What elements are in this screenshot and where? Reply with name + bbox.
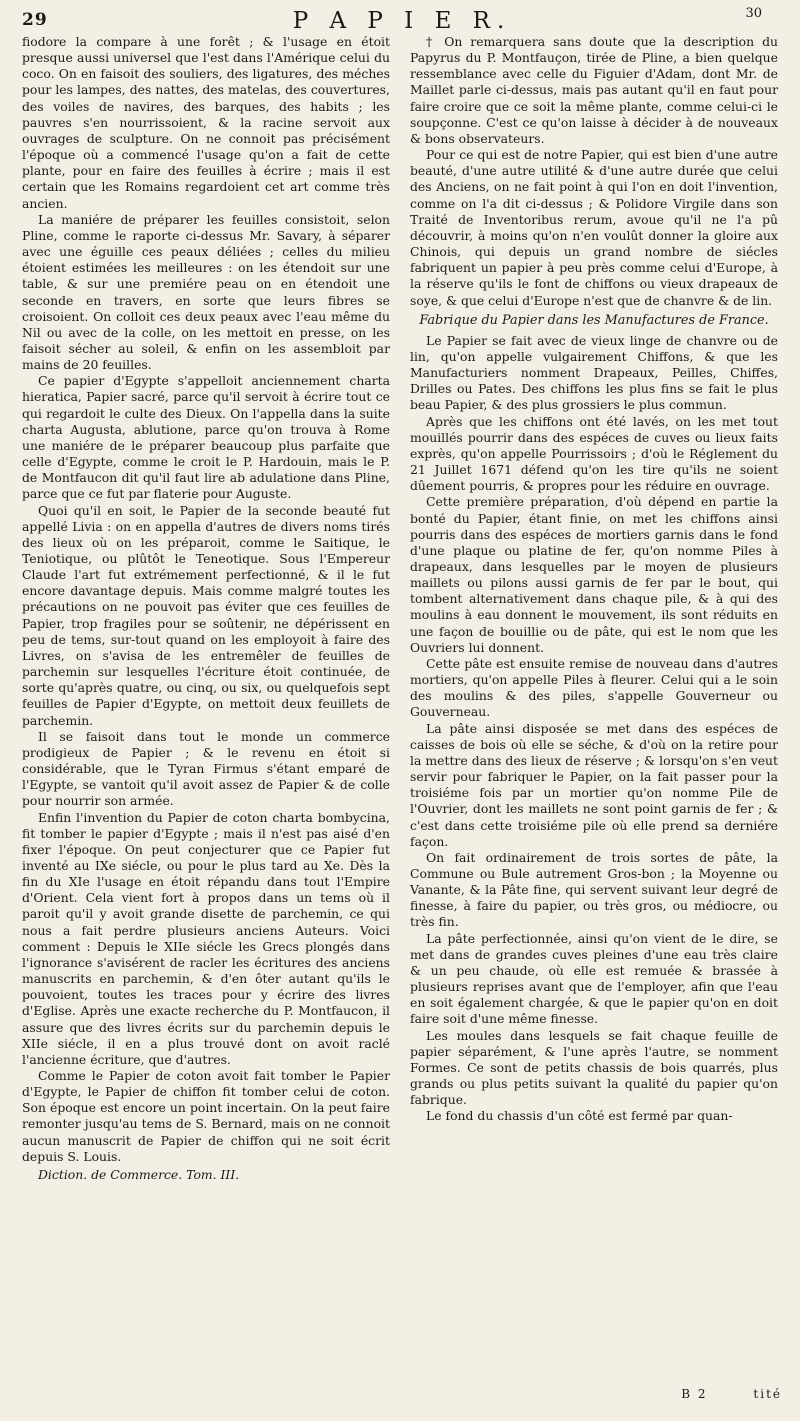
catchword: tité xyxy=(753,1387,782,1401)
volume-footer: Diction. de Commerce. Tom. III. xyxy=(38,1166,240,1182)
section-heading: Fabrique du Papier dans les Manufactures de France. xyxy=(419,312,769,328)
paragraph: La pâte perfectionnée, ainsi qu'on vient de le dire, se met dans de grandes cuves pleines d'une eau très claire & un peu chaude, où elle est remuée & brassée à plusieurs reprises avant que de l'employer, afin que l'eau en soit également chargée, & que le papier qu'on en doit faire soit d'une même finesse. xyxy=(410,930,778,1027)
paragraph: La maniére de préparer les feuilles consistoit, selon Pline, comme le raporte ci-dessus Mr. Savary, à séparer avec une éguille ces peaux déliées ; celles du milieu étoient estimées les meilleures : on les étendoit sur une table, & sur une premiére peau on en étendoit une seconde en travers, en sorte que leurs fibres se croisoient. On colloit ces deux peaux avec l'eau même du Nil ou avec de la colle, on les mettoit en presse, on les faisoit sécher au soleil, & enfin on les assembloit par mains de 20 feuilles. xyxy=(22,211,390,373)
paragraph: Cette pâte est ensuite remise de nouveau dans d'autres mortiers, qu'on appelle Piles à fleurer. Celui qui a le soin des moulins & des piles, s'appelle Gouverneur ou Gouverneau. xyxy=(410,655,778,720)
paragraph: Quoi qu'il en soit, le Papier de la seconde beauté fut appellé Livia : on en appella d'autres de divers noms tirés des lieux où on les préparoit, comme le Saitique, le Teniotique, ou plûtôt le Teneotique. Sous l'Empereur Claude l'art fut extrémement perfectionné, & il le fut encore davantage depuis. Mais comme malgré toutes les précautions on ne pouvoit pas éviter que ces feuilles de Papier, trop fragiles pour se soûtenir, ne dépérissent en peu de tems, sur-tout quand on les employoit à faire des Livres, on s'avisa de les entremêler de feuilles de parchemin sur lesquelles l'écriture étoit continuée, de sorte qu'après quatre, ou cinq, ou six, ou quelquefois sept feuilles de Papier d'Egypte, on mettoit deux feuillets de parchemin. xyxy=(22,502,390,728)
page-catchline xyxy=(641,1387,782,1401)
paragraph: Le Papier se fait avec de vieux linge de chanvre ou de lin, qu'on appelle vulgairement Chiffons, & que les Manufacturiers nomment Drapeaux, Peilles, Chiffes, Drilles ou Pates. Des chiffons les plus fins se fait le plus beau Papier, & des plus grossiers le plus commun. xyxy=(410,332,778,413)
page-number-right: 30 xyxy=(745,6,762,21)
left-column xyxy=(22,34,390,1183)
right-column xyxy=(410,34,778,1124)
page-header xyxy=(22,6,782,36)
paragraph: † On remarquera sans doute que la description du Papyrus du P. Montfauçon, tirée de Pline, a bien quelque ressemblance avec celle du Figuier d'Adam, dont Mr. de Maillet parle ci-dessus, mais pas autant qu'il en faut pour faire croire que ce soit la même plante, comme celui-ci le soupçonne. C'est ce qu'on laisse à décider à de nouveaux & bons observateurs. xyxy=(410,34,778,146)
paragraph: Comme le Papier de coton avoit fait tomber le Papier d'Egypte, le Papier de chiffon fit tomber celui de coton. Son époque est encore un point incertain. On la peut faire remonter jusqu'au tems de S. Bernard, mais on ne connoit aucun manuscrit de Papier de chiffon qui ne soit écrit depuis S. Louis. xyxy=(22,1068,390,1164)
paragraph: Enfin l'invention du Papier de coton charta bombycina, fit tomber le papier d'Egypte ; mais il n'est pas aisé d'en fixer l'époque. On peut conjecturer que ce Papier fut inventé au IXe siécle, ou pour le plus tard au Xe. Dès la fin du XIe l'usage en étoit répandu dans tout l'Empire d'Orient. Cela vient fort à propos dans un tems où il paroit qu'il y avoit grande disette de parchemin, ce qui nous a fait perdre plusieurs anciens Auteurs. Voici comment : Depuis le XIIe siécle les Grecs plongés dans l'ignorance s'avisérent de racler les écritures des anciens manuscrits en parchemin, & d'en ôter autant qu'ils le pouvoient, toutes les traces pour y écrire des livres d'Eglise. Après une exacte recherche du P. Montfaucon, il assure que des livres écrits sur du parchemin depuis le XIIe siécle, il en a plus trouvé dont on avoit raclé l'ancienne écriture, que d'autres. xyxy=(22,809,390,1067)
paragraph: Après que les chiffons ont été lavés, on les met tout mouillés pourrir dans des espéces de cuves ou lieux faits exprès, qu'on appelle Pourrissoirs ; d'où le Réglement du 21 Juillet 1671 défend qu'on les tire qu'ils ne soient dûement pourris, & propres pour les réduire en ouvrage. xyxy=(410,413,778,494)
paragraph: Les moules dans lesquels se fait chaque feuille de papier séparément, & l'une après l'autre, se nomment Formes. Ce sont de petits chassis de bois quarrés, plus grands ou plus petits suivant la qualité du papier qu'on fabrique. xyxy=(410,1027,778,1108)
paragraph: fiodore la compare à une forêt ; & l'usage en étoit presque aussi universel que l'est dans l'Amérique celui du coco. On en faisoit des souliers, des ligatures, des méches pour les lampes, des nattes, des matelas, des couvertures, des voiles de navires, des barques, des habits ; les pauvres s'en nourrissoient, & la racine servoit aux ouvrages de sculpture. On ne connoit pas précisément l'époque où a commencé l'usage qu'on a fait de cette plante, pour en faire des feuilles à écrire ; mais il est certain que les Romains regardoient cet art comme très ancien. xyxy=(22,34,390,211)
paragraph: La pâte ainsi disposée se met dans des espéces de caisses de bois où elle se séche, & d'où on la retire pour la mettre dans des lieux de réserve ; & lorsqu'on s'en veut servir pour fabriquer le Papier, on la fait passer pour la troisiéme fois par un mortier qu'on nomme Pile de l'Ouvrier, dont les maillets ne sont point garnis de fer ; & c'est dans cette troisiéme pile où elle prend sa derniére façon. xyxy=(410,720,778,849)
paragraph: Cette première préparation, d'où dépend en partie la bonté du Papier, étant finie, on met les chiffons ainsi pourris dans des espéces de mortiers garnis dans le fond d'une plaque ou platine de fer, qu'on nomme Piles à drapeaux, dans lesquelles par le moyen de plusieurs maillets ou pilons aussi garnis de fer par le bout, qui tombent alternativement dans chaque pile, & à qui des moulins à eau donnent le mouvement, ils sont réduits en une façon de bouillie ou de pâte, qui est le nom que les Ouvriers lui donnent. xyxy=(410,494,778,655)
page-number-left: 29 xyxy=(22,10,48,30)
paragraph: Le fond du chassis d'un côté est fermé par quan- xyxy=(426,1108,733,1124)
paragraph: Ce papier d'Egypte s'appelloit anciennement charta hieratica, Papier sacré, parce qu'il servoit à écrire tout ce qui regardoit le culte des Dieux. On l'appella dans la suite charta Augusta, ablutione, parce qu'on trouva à Rome une maniére de le préparer beaucoup plus parfaite que celle d'Egypte, comme le croit le P. Hardouin, mais le P. de Montfaucon dit qu'il faut lire ab adulatione dans Pline, parce que ce fut par flaterie pour Auguste. xyxy=(22,373,390,502)
signature-mark: B 2 xyxy=(681,1387,708,1401)
running-title: P A P I E R. xyxy=(292,8,512,34)
paragraph: On fait ordinairement de trois sortes de pâte, la Commune ou Bule autrement Gros-bon ; la Moyenne ou Vanante, & la Pâte fine, qui servent suivant leur degré de finesse, à faire du papier, ou très gros, ou médiocre, ou très fin. xyxy=(410,849,778,930)
paragraph: Il se faisoit dans tout le monde un commerce prodigieux de Papier ; & le revenu en étoit si considérable, que le Tyran Firmus s'étant emparé de l'Egypte, se vantoit qu'il avoit assez de Papier & de colle pour nourrir son armée. xyxy=(22,728,390,809)
paragraph: Pour ce qui est de notre Papier, qui est bien d'une autre beauté, d'une autre utilité & d'une autre durée que celui des Anciens, on ne fait point à qui l'on en doit l'invention, comme on l'a dit ci-dessus ; & Polidore Virgile dans son Traité de Inventoribus rerum, avoue qu'il ne l'a pû découvrir, à moins qu'on n'en voulût donner la gloire aux Chinois, qui depuis un grand nombre de siécles fabriquent un papier à peu près comme celui d'Europe, à la réserve qu'ils le font de chiffons ou vieux drapeaux de soye, & que celui d'Europe n'est que de chanvre & de lin. xyxy=(410,147,778,308)
